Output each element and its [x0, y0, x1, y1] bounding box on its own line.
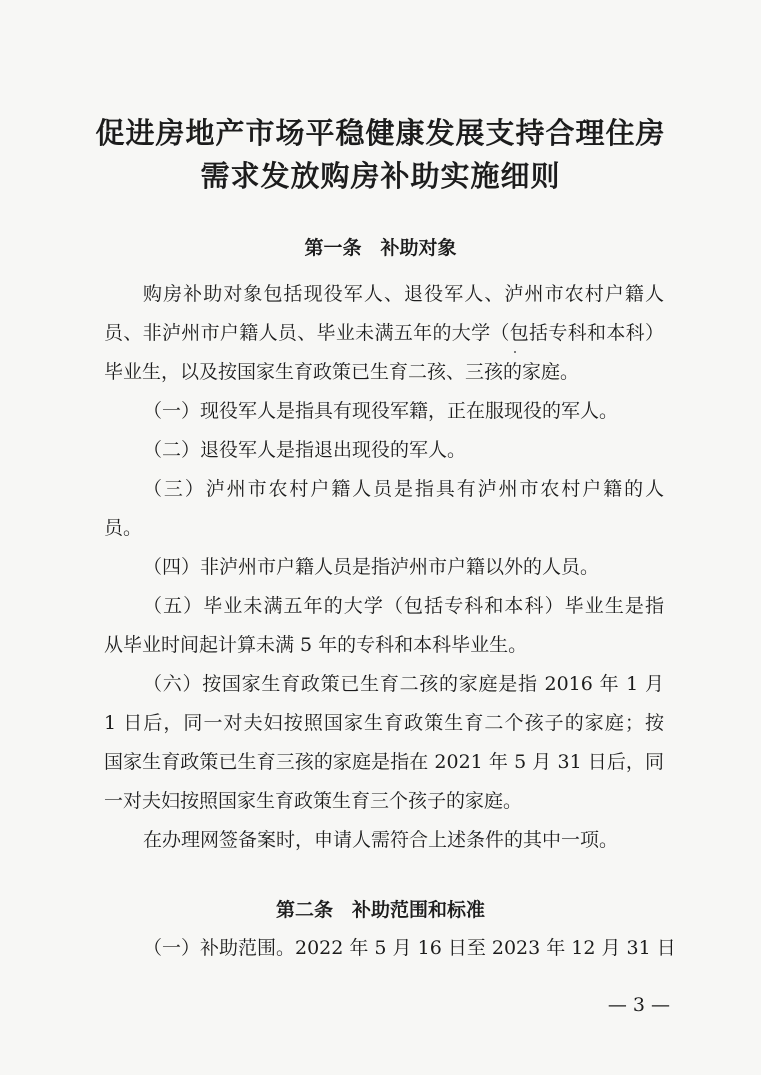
article-1-paragraph-line: 员、非泸州市户籍人员、毕业未满五年的大学（包括专科和本科）	[104, 322, 664, 344]
article-1-item-6-cont: 一对夫妇按照国家生育政策生育三个孩子的家庭。	[104, 790, 523, 812]
article-1-item-6-cont: 国家生育政策已生育三孩的家庭是指在 2021 年 5 月 31 日后，同	[104, 751, 664, 773]
article-1-closing-note: 在办理网签备案时，申请人需符合上述条件的其中一项。	[143, 829, 619, 851]
article-1-paragraph-line: 毕业生，以及按国家生育政策已生育二孩、三孩的家庭。	[104, 361, 580, 383]
article-1-item-4: （四）非泸州市户籍人员是指泸州市户籍以外的人员。	[143, 556, 600, 578]
document-title-line-2: 需求发放购房补助实施细则	[200, 159, 561, 193]
article-1-item-6: （六）按国家生育政策已生育二孩的家庭是指 2016 年 1 月	[143, 673, 664, 695]
article-1-paragraph-line: 购房补助对象包括现役军人、退役军人、泸州市农村户籍人	[143, 283, 664, 305]
article-2-item-1: （一）补助范围。2022 年 5 月 16 日至 2023 年 12 月 31 日	[143, 937, 676, 959]
scan-speck	[514, 351, 516, 353]
article-1-item-1: （一）现役军人是指具有现役军籍，正在服现役的军人。	[143, 400, 619, 422]
article-1-item-2: （二）退役军人是指退出现役的军人。	[143, 439, 467, 461]
article-1-item-6-cont: 1 日后，同一对夫妇按照国家生育政策生育二个孩子的家庭；按	[104, 712, 664, 734]
article-1-item-5: （五）毕业未满五年的大学（包括专科和本科）毕业生是指	[143, 595, 664, 617]
article-1-heading: 第一条 补助对象	[304, 237, 457, 259]
document-title-line-1: 促进房地产市场平稳健康发展支持合理住房	[95, 116, 666, 150]
article-1-item-3-cont: 员。	[104, 517, 143, 539]
article-1-item-3: （三）泸州市农村户籍人员是指具有泸州市农村户籍的人	[143, 478, 664, 500]
article-1-item-5-cont: 从毕业时间起计算未满 5 年的专科和本科毕业生。	[104, 634, 528, 656]
page-number: — 3 —	[607, 994, 670, 1016]
article-2-heading: 第二条 补助范围和标准	[275, 899, 485, 921]
